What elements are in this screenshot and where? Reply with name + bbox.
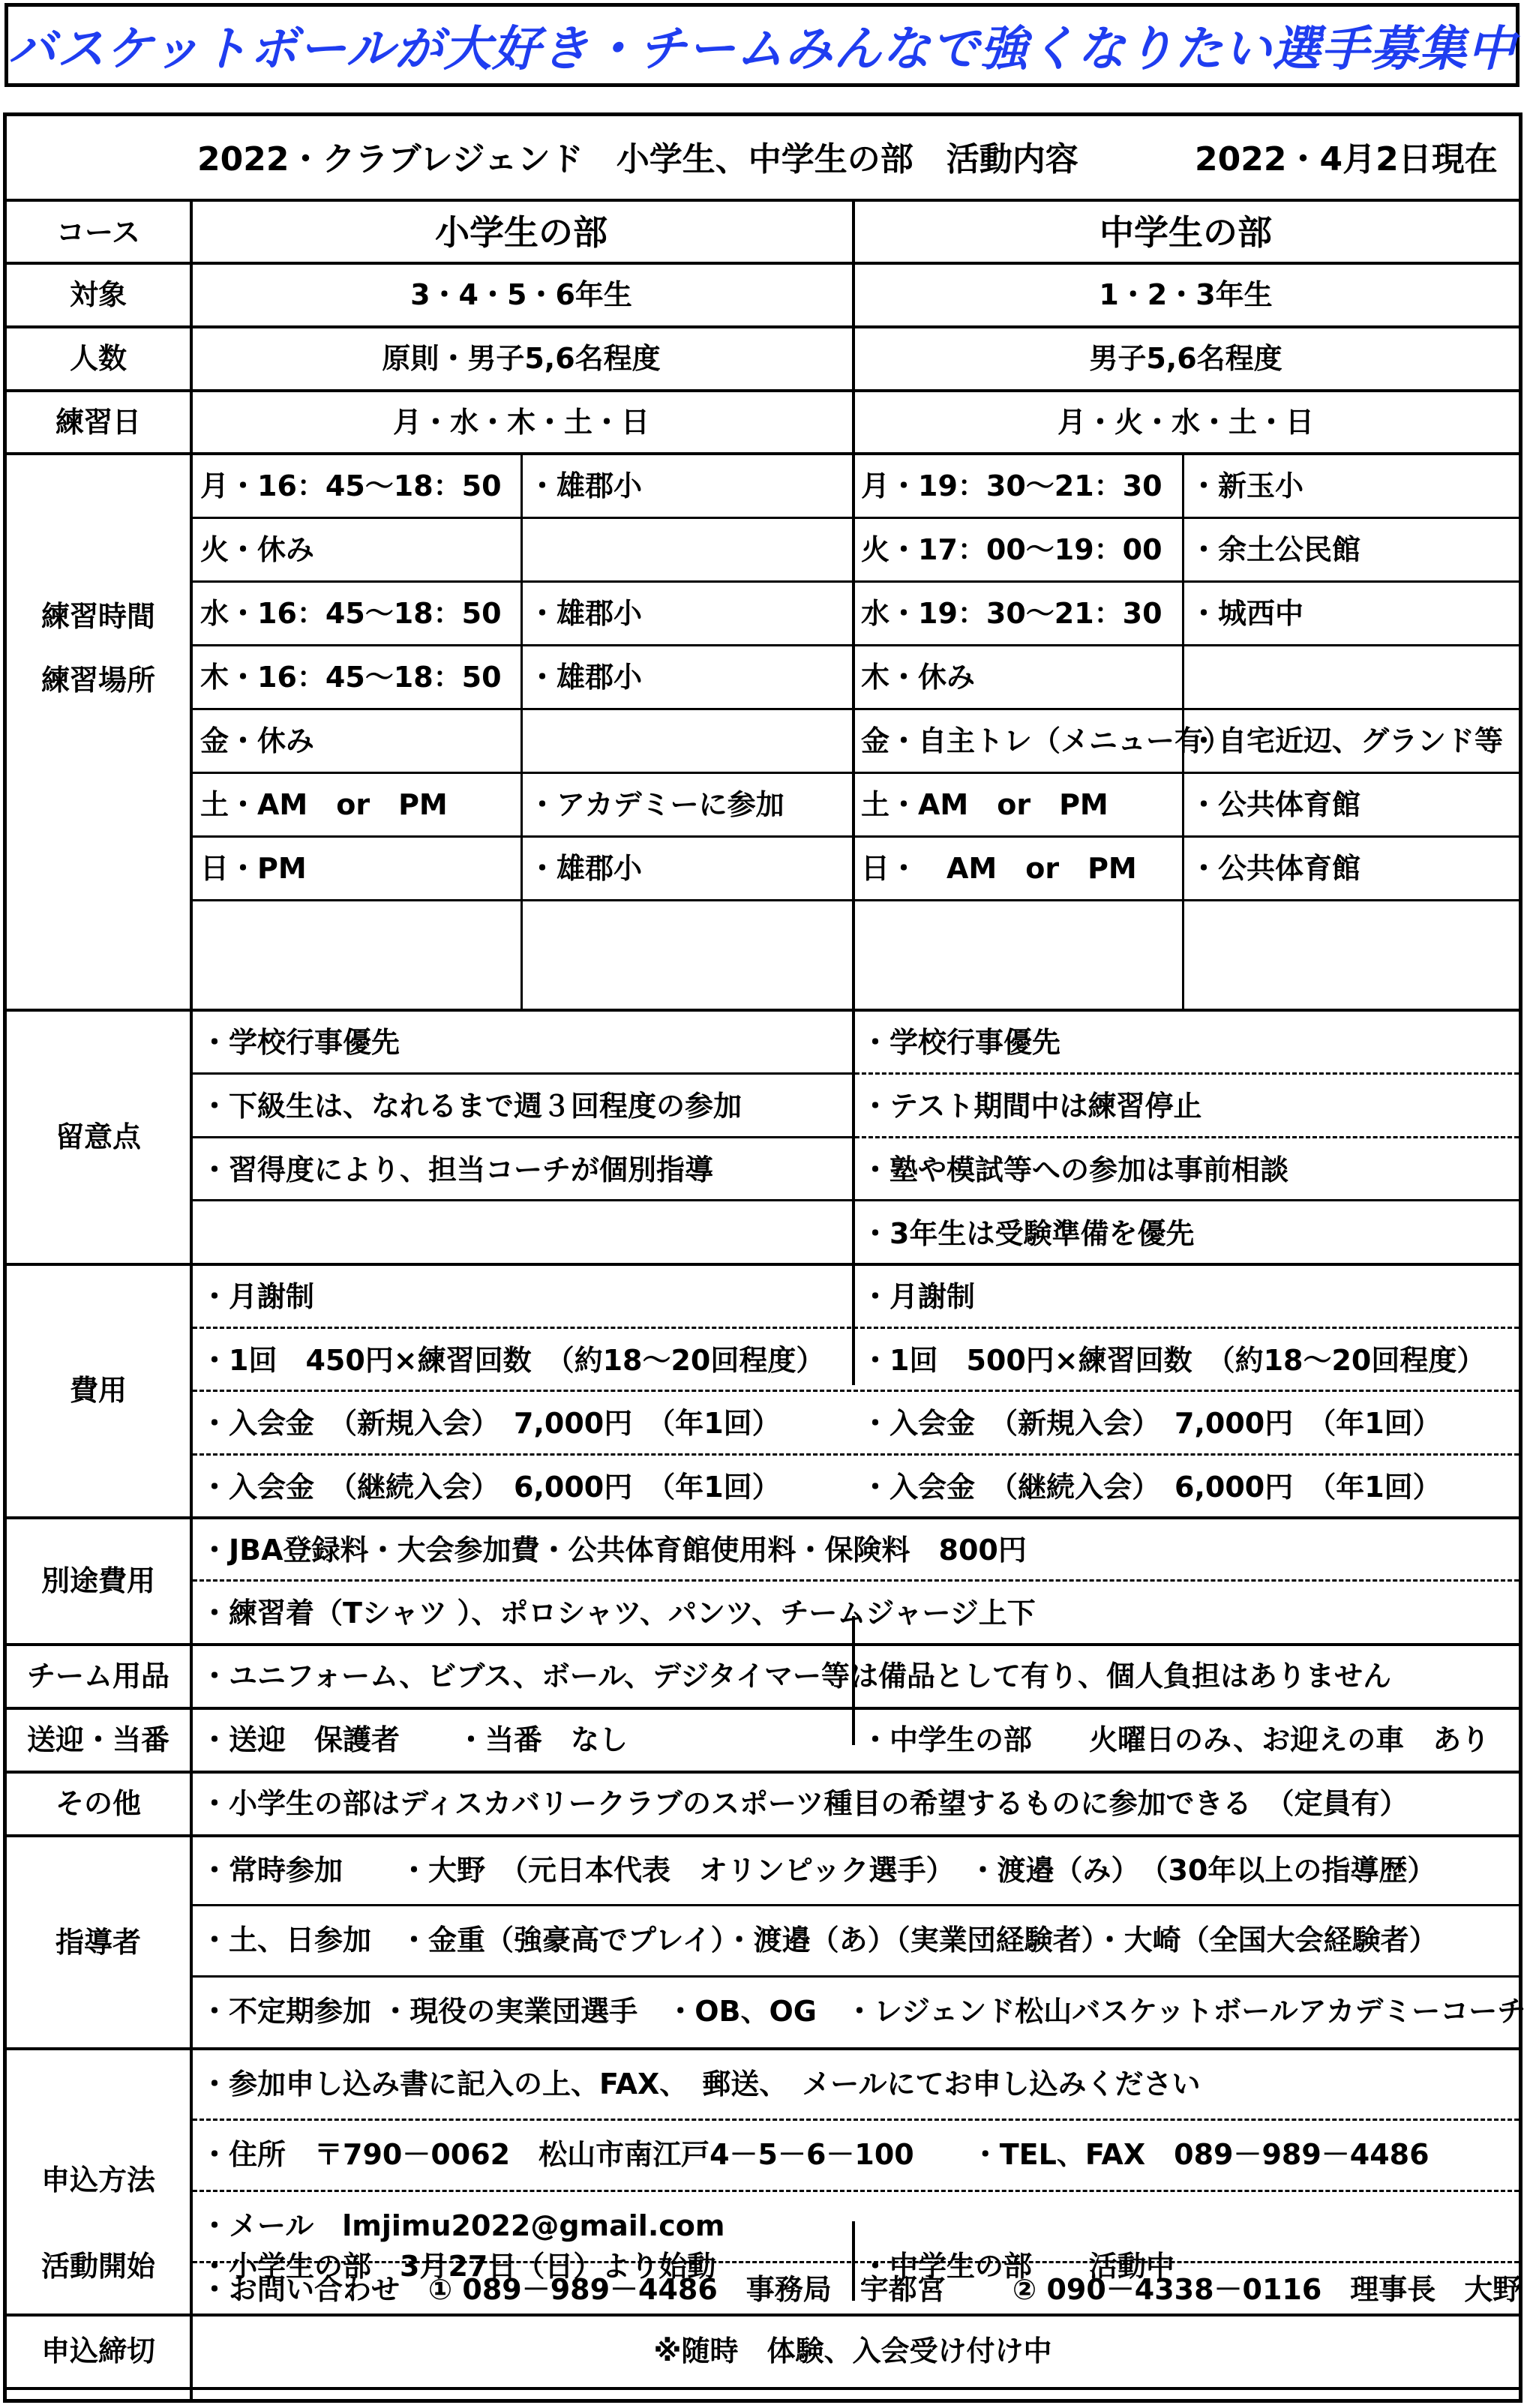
equipment-label: チーム用品: [26, 1660, 170, 1693]
fees-elementary-item: ・1回 450円×練習回数 （約18～20回程度）: [200, 1344, 825, 1377]
sched-j-time: 金・自主トレ（メニュー有）: [861, 724, 1232, 757]
sched-j-place: ・余土公民館: [1190, 533, 1361, 566]
other-label: その他: [55, 1787, 142, 1820]
schedule-label-time: 練習時間: [40, 600, 156, 633]
fees-elementary-item: ・入会金 （新規入会） 7,000円 （年1回）: [200, 1407, 781, 1440]
as-of-date: 2022・4月2日現在: [1195, 140, 1498, 178]
deadline-label: 申込締切: [40, 2335, 156, 2368]
days-label: 練習日: [55, 406, 142, 439]
notes-junior-item: ・3年生は受験準備を優先: [861, 1217, 1195, 1250]
sched-e-time: 水・16：45～18：50: [200, 597, 502, 630]
fees-junior-item: ・入会金 （新規入会） 7,000円 （年1回）: [861, 1407, 1442, 1440]
fees-junior-item: ・1回 500円×練習回数 （約18～20回程度）: [861, 1344, 1486, 1377]
deadline-text: ※随時 体験、入会受け付け中: [653, 2335, 1052, 2368]
sched-e-time: 土・AM or PM: [200, 788, 448, 821]
schedule-label-place: 練習場所: [40, 664, 156, 697]
sched-j-place: ・自宅近辺、グランド等: [1190, 724, 1504, 757]
activity-table: [3, 112, 1526, 2403]
sched-e-time: 木・16：45～18：50: [200, 661, 502, 694]
transport-elementary: ・送迎 保護者 ・当番 なし: [200, 1723, 628, 1756]
apply-email-line: ・メール lmjimu2022@gmail.com: [200, 2209, 725, 2242]
fees-elementary-item: ・入会金 （継続入会） 6,000円 （年1回）: [200, 1471, 781, 1504]
sched-j-place: ・公共体育館: [1190, 852, 1361, 885]
sched-j-time: 月・19：30～21：30: [861, 469, 1162, 502]
sched-j-time: 土・AM or PM: [861, 788, 1108, 821]
course-label: コース: [56, 216, 141, 249]
sched-j-time: 木・休み: [861, 661, 976, 694]
target-elementary: 3・4・5・6年生: [410, 278, 632, 311]
start-elementary: ・小学生の部 3月27日（日）より始動: [200, 2250, 716, 2283]
notes-junior-item: ・塾や模試等への参加は事前相談: [861, 1153, 1289, 1186]
sched-e-place: ・雄郡小: [528, 661, 643, 694]
coaches-line: ・常時参加 ・大野 （元日本代表 オリンピック選手） ・渡邉（み） （30年以上の指導歴）: [200, 1854, 1436, 1887]
v-line-label-col: [190, 200, 193, 2400]
extra-fees-label: 別途費用: [40, 1564, 156, 1597]
other-text: ・小学生の部はディスカバリークラブのスポーツ種目の希望するものに参加できる （定員有）: [200, 1787, 1408, 1820]
coaches-line: ・不定期参加 ・現役の実業団選手 ・OB、OG ・レジェンド松山バスケットボールアカデミーコーチ: [200, 1995, 1526, 2028]
apply-label: 申込方法: [40, 2164, 156, 2197]
notes-label: 留意点: [55, 1120, 142, 1153]
apply-line: ・住所 〒790－0062 松山市南江戸4－5－6－100 ・TEL、FAX 089－989－4486: [200, 2138, 1430, 2171]
target-label: 対象: [69, 278, 128, 311]
notes-elementary-item: ・下級生は、なれるまで週３回程度の参加: [200, 1090, 742, 1123]
junior-header: 中学生の部: [1100, 212, 1272, 253]
fees-junior-item: ・月謝制: [861, 1280, 976, 1313]
sched-j-place: ・新玉小: [1190, 469, 1304, 502]
banner-text: バスケットボールが大好き・チームみんなで強くなりたい選手募集中: [8, 22, 1516, 77]
start-junior: ・中学生の部 活動中: [861, 2250, 1175, 2283]
start-label: 活動開始: [40, 2250, 156, 2283]
sched-e-place: ・雄郡小: [528, 469, 643, 502]
transport-junior: ・中学生の部 火曜日のみ、お迎えの車 あり: [861, 1723, 1490, 1756]
sched-j-place: ・公共体育館: [1190, 788, 1361, 821]
fees-label: 費用: [69, 1374, 128, 1407]
members-junior: 男子5,6名程度: [1089, 342, 1282, 375]
recruit-banner: [4, 3, 1520, 87]
sched-j-time: 火・17：00～19：00: [861, 533, 1162, 566]
sched-e-place: ・雄郡小: [528, 852, 643, 885]
sched-e-time: 火・休み: [200, 533, 315, 566]
target-junior: 1・2・3年生: [1099, 278, 1273, 311]
elementary-header: 小学生の部: [435, 212, 608, 253]
sched-e-time: 月・16：45～18：50: [200, 469, 502, 502]
days-junior: 月・火・水・土・日: [1057, 406, 1315, 439]
apply-line: ・参加申し込み書に記入の上、FAX、 郵送、 メールにてお申し込みください: [200, 2068, 1201, 2101]
sched-e-place: ・雄郡小: [528, 597, 643, 630]
sched-j-time: 日・ AM or PM: [861, 852, 1137, 885]
transport-label: 送迎・当番: [26, 1723, 170, 1756]
fees-elementary-item: ・月謝制: [200, 1280, 315, 1313]
coaches-label: 指導者: [55, 1926, 142, 1959]
apply-line: ・お問い合わせ ① 089－989－4486 事務局 宇都宮 ② 090－4338－0116 理事長 大野: [200, 2273, 1522, 2306]
extra-fees-line: ・JBA登録料・大会参加費・公共体育館使用料・保険料 800円: [200, 1534, 1027, 1567]
members-label: 人数: [69, 342, 128, 375]
notes-junior-item: ・テスト期間中は練習停止: [861, 1090, 1202, 1123]
members-elementary: 原則・男子5,6名程度: [382, 342, 661, 375]
notes-junior-item: ・学校行事優先: [861, 1026, 1061, 1059]
fees-junior-item: ・入会金 （継続入会） 6,000円 （年1回）: [861, 1471, 1442, 1504]
table-title: 2022・クラブレジェンド 小学生、中学生の部 活動内容: [197, 140, 1078, 178]
v-line-e-place: [520, 454, 523, 1009]
sched-e-time: 日・PM: [200, 852, 307, 885]
sched-e-time: 金・休み: [200, 724, 315, 757]
notes-elementary-item: ・習得度により、担当コーチが個別指導: [200, 1153, 714, 1186]
coaches-line: ・土、日参加 ・金重（強豪高でプレイ）・渡邉（あ）（実業団経験者）・大崎（全国大会経験者）: [200, 1924, 1438, 1957]
sched-j-place: ・城西中: [1190, 597, 1304, 630]
sched-e-place: ・アカデミーに参加: [528, 788, 784, 821]
extra-fees-line: ・練習着（Tシャツ ）、ポロシャツ、パンツ、チームジャージ上下: [200, 1597, 1036, 1630]
sched-j-time: 水・19：30～21：30: [861, 597, 1162, 630]
v-line-mid: [852, 200, 855, 1385]
notes-elementary-item: ・学校行事優先: [200, 1026, 400, 1059]
days-elementary: 月・水・木・土・日: [392, 406, 650, 439]
equipment-text: ・ユニフォーム、ビブス、ボール、デジタイマー等は備品として有り、個人負担はありません: [200, 1660, 1392, 1693]
